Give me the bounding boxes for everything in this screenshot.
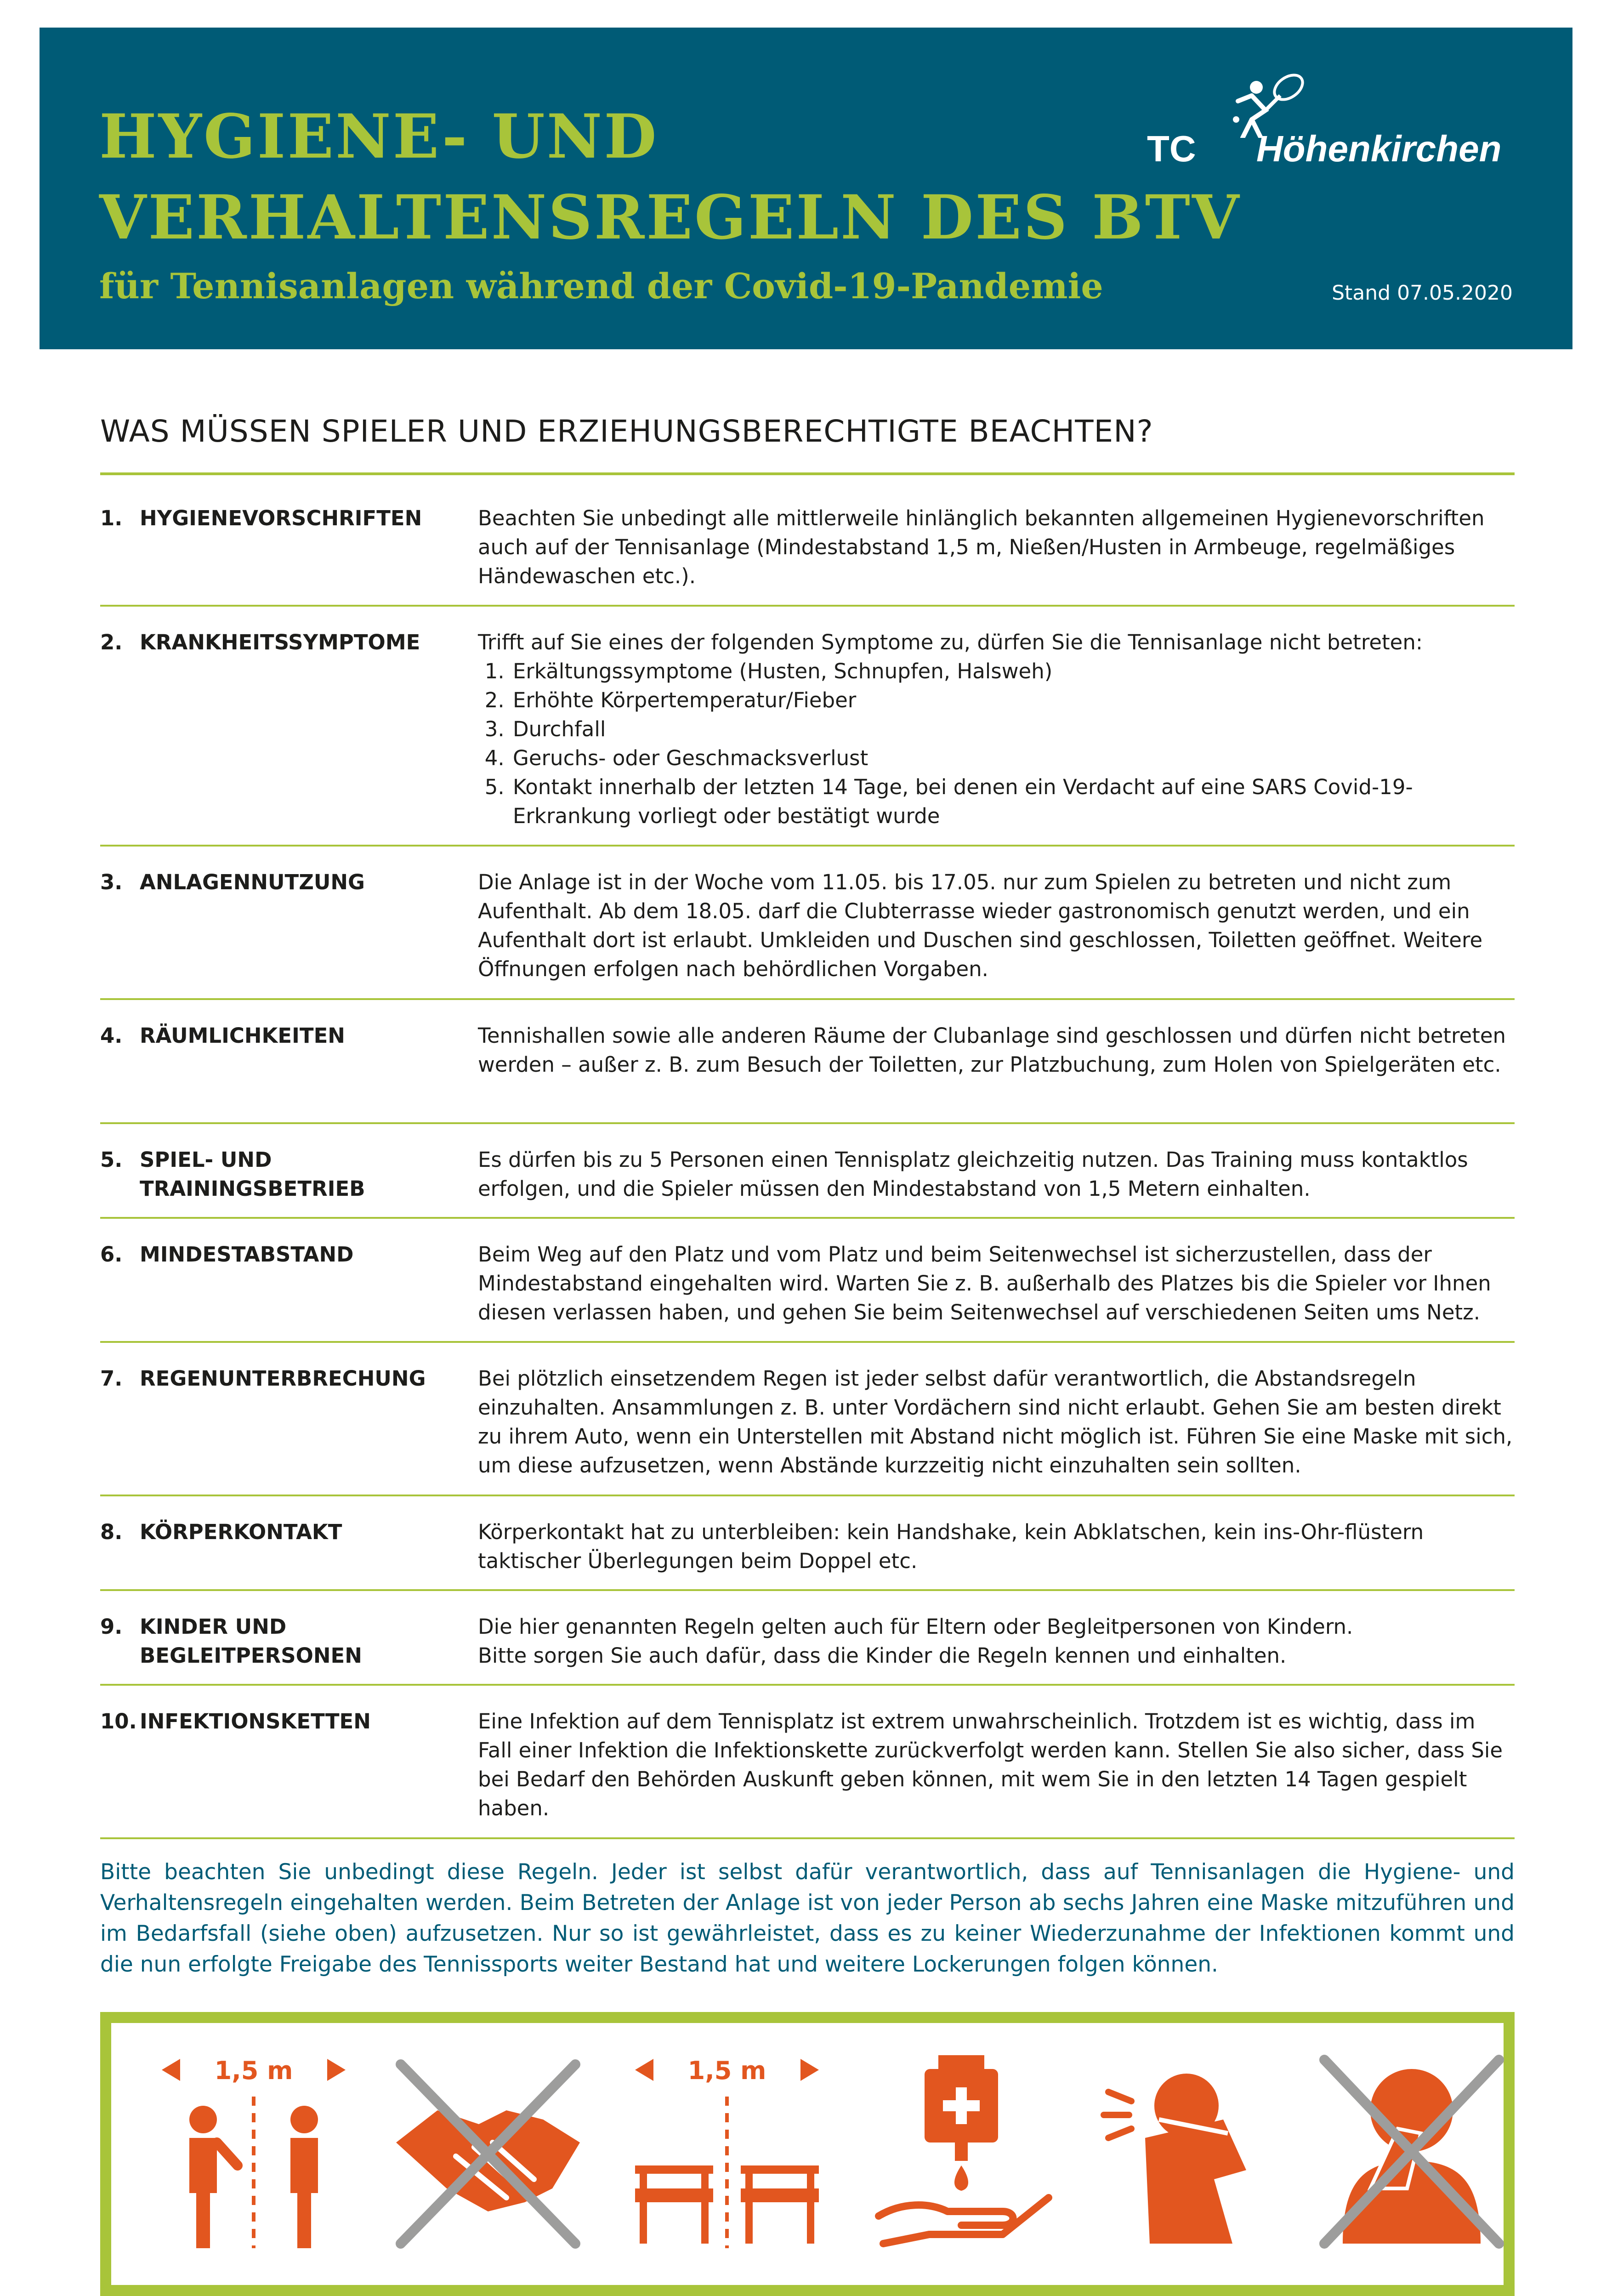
list-item: 2. Erhöhte Körpertemperatur/Fieber	[511, 686, 1515, 715]
rule-text: Beachten Sie unbedingt alle mittlerweile hinlänglich bekannten allgemeinen Hygienevorschriften auch auf der Tennisanlage (Mindestabstand 1,5 m, Nießen/Husten in Armbeuge, regelmäßiges Händewaschen etc.).	[478, 506, 1485, 588]
row-divider	[100, 998, 1515, 1000]
row-divider	[100, 845, 1515, 847]
row-divider	[100, 605, 1515, 607]
rule-label: MINDESTABSTAND	[140, 1242, 354, 1267]
rule-number: 7.	[100, 1366, 123, 1391]
row-divider	[100, 1217, 1515, 1219]
row-divider	[100, 1122, 1515, 1124]
list-item: 1. Erkältungssymptome (Husten, Schnupfen, Halsweh)	[511, 657, 1515, 686]
symptom-list	[478, 657, 1515, 830]
club-logo	[1141, 69, 1537, 184]
rule-label: ANLAGENNUTZUNG	[140, 870, 365, 894]
heading-divider	[100, 472, 1515, 475]
rule-label: HYGIENEVORSCHRIFTEN	[140, 506, 422, 530]
rule-number: 6.	[100, 1242, 123, 1267]
logo-tc: TC	[1147, 128, 1196, 169]
rule-number: 2.	[100, 630, 123, 654]
rule-text: Körperkontakt hat zu unterbleiben: kein Handshake, kein Abklatschen, kein ins-Ohr-flüstern taktischer Überlegungen beim Doppel etc.	[478, 1520, 1424, 1573]
rule-text: Bei plötzlich einsetzendem Regen ist jeder selbst dafür verantwortlich, die Abstandsregeln einzuhalten. Ansammlungen z. B. unter Vordächern sind nicht erlaubt. Gehen Sie am besten direkt zu ihrem Auto, wenn ein Unterstellen mit Abstand nicht möglich ist. Führen Sie eine Maske mit sich, um diese aufzusetzen, wenn Abstände kurzzeitig nicht einzuhalten sein sollten.	[478, 1366, 1513, 1478]
date-stamp: Stand 07.05.2020	[1332, 281, 1513, 305]
rule-text: Die Anlage ist in der Woche vom 11.05. bis 17.05. nur zum Spielen zu betreten und nicht zum Aufenthalt. Ab dem 18.05. darf die Clubterrasse wieder gastronomisch genutzt werden, und ein Aufenthalt dort ist erlaubt. Umkleiden und Duschen sind geschlossen, Toiletten geöffnet. Weitere Öffnungen erfolgen nach behördlichen Vorgaben.	[478, 870, 1483, 981]
title-line-2: VERHALTENSREGELN DES BTV	[99, 182, 1241, 253]
rule-label: INFEKTIONSKETTEN	[140, 1709, 371, 1733]
section-heading: WAS MÜSSEN SPIELER UND ERZIEHUNGSBERECHTIGTE BEACHTEN?	[100, 414, 1153, 449]
row-divider	[100, 1495, 1515, 1496]
row-divider	[100, 1684, 1515, 1686]
closing-note: Bitte beachten Sie unbedingt diese Regeln. Jeder ist selbst dafür verantwortlich, dass auf Tennisanlagen die Hygiene- und Verhaltensregeln eingehalten werden. Beim Betreten der Anlage ist von jeder Person ab sechs Jahren eine Maske mitzuführen und im Bedarfsfall (siehe oben) aufzusetzen. Nur so ist gewährleistet, dass es zu keiner Wiederzunahme der Infektionen kommt und die nun erfolgte Freigabe des Tennissports weiter Bestand hat und weitere Lockerungen folgen können.	[100, 1859, 1515, 1977]
rule-number: 9.	[100, 1614, 123, 1639]
rule-number: 5.	[100, 1148, 123, 1172]
list-item: 5. Kontakt innerhalb der letzten 14 Tage, bei denen ein Verdacht auf eine SARS Covid-19-Erkrankung vorliegt oder bestätigt wurde	[511, 773, 1515, 830]
cough-in-elbow-icon	[1095, 2051, 1288, 2253]
rule-label: KÖRPERKONTAKT	[140, 1520, 342, 1544]
rule-label: REGENUNTERBRECHUNG	[140, 1366, 426, 1391]
rule-label: SPIEL- UND TRAININGSBETRIEB	[140, 1148, 365, 1201]
no-face-touching-icon	[1315, 2051, 1508, 2253]
hand-sanitizer-icon	[865, 2051, 1058, 2253]
title-line-1: HYGIENE- UND	[99, 101, 658, 172]
rule-text: Eine Infektion auf dem Tennisplatz ist extrem unwahrscheinlich. Trotzdem ist es wichtig, dass im Fall einer Infektion die Infektionskette zurückverfolgt werden kann. Stellen Sie also sicher, dass Sie bei Bedarf den Behörden Auskunft geben können, mit wem Sie in den letzten 14 Tagen gespielt haben.	[478, 1709, 1503, 1820]
rule-text: Die hier genannten Regeln gelten auch für Eltern oder Begleitpersonen von Kindern. Bitte sorgen Sie auch dafür, dass die Kinder die Regeln kennen und einhalten.	[478, 1614, 1353, 1668]
row-divider	[100, 1341, 1515, 1343]
distance-people-icon	[157, 2051, 350, 2253]
distance-benches-icon	[626, 2051, 828, 2253]
no-handshake-icon	[387, 2051, 589, 2253]
rule-label: KRANKHEITSSYMPTOME	[140, 630, 420, 654]
rule-number: 8.	[100, 1520, 123, 1544]
rule-text: Es dürfen bis zu 5 Personen einen Tennisplatz gleichzeitig nutzen. Das Training muss kontaktlos erfolgen, und die Spieler müssen den Mindestabstand von 1,5 Metern einhalten.	[478, 1148, 1468, 1201]
rule-number: 10.	[100, 1709, 137, 1733]
pictogram-strip	[100, 2012, 1515, 2296]
distance-label: 1,5 m	[687, 2056, 766, 2085]
list-item: 3. Durchfall	[511, 715, 1515, 744]
rule-number: 4.	[100, 1023, 123, 1048]
distance-label: 1,5 m	[214, 2056, 293, 2085]
header-banner	[40, 28, 1572, 349]
page-subtitle: für Tennisanlagen während der Covid-19-Pandemie	[99, 266, 1103, 307]
logo-club-name: Höhenkirchen	[1256, 128, 1502, 169]
page-title	[99, 97, 1241, 258]
row-divider	[100, 1837, 1515, 1839]
rule-label: RÄUMLICHKEITEN	[140, 1023, 345, 1048]
rule-number: 3.	[100, 870, 123, 894]
rule-text: Tennishallen sowie alle anderen Räume der Clubanlage sind geschlossen und dürfen nicht betreten werden – außer z. B. zum Besuch der Toiletten, zur Platzbuchung, zum Holen von Spielgeräten etc.	[478, 1023, 1506, 1077]
rule-text: Beim Weg auf den Platz und vom Platz und beim Seitenwechsel ist sicherzustellen, dass der Mindestabstand eingehalten wird. Warten Sie z. B. außerhalb des Platzes bis die Spieler vor Ihnen diesen verlassen haben, und gehen Sie beim Seitenwechsel auf verschiedenen Seiten ums Netz.	[478, 1242, 1491, 1324]
list-item: 4. Geruchs- oder Geschmacksverlust	[511, 744, 1515, 773]
row-divider	[100, 1589, 1515, 1591]
rule-label: KINDER UND BEGLEITPERSONEN	[140, 1614, 362, 1668]
rule-text: Trifft auf Sie eines der folgenden Symptome zu, dürfen Sie die Tennisanlage nicht betreten: 1. Erkältungssymptome (Husten, Schnupfen, Halsweh) 2. Erhöhte Körpertemperatur/Fieber 3. Durchfall 4. Geruchs- oder Geschmacksverlust 5. Kontakt innerhalb der letzten 14 Tage, bei denen ein Verdacht auf eine SARS Covid-19-Erkrankung vorliegt oder bestätigt wurde	[478, 628, 1515, 830]
rule-number: 1.	[100, 506, 123, 530]
